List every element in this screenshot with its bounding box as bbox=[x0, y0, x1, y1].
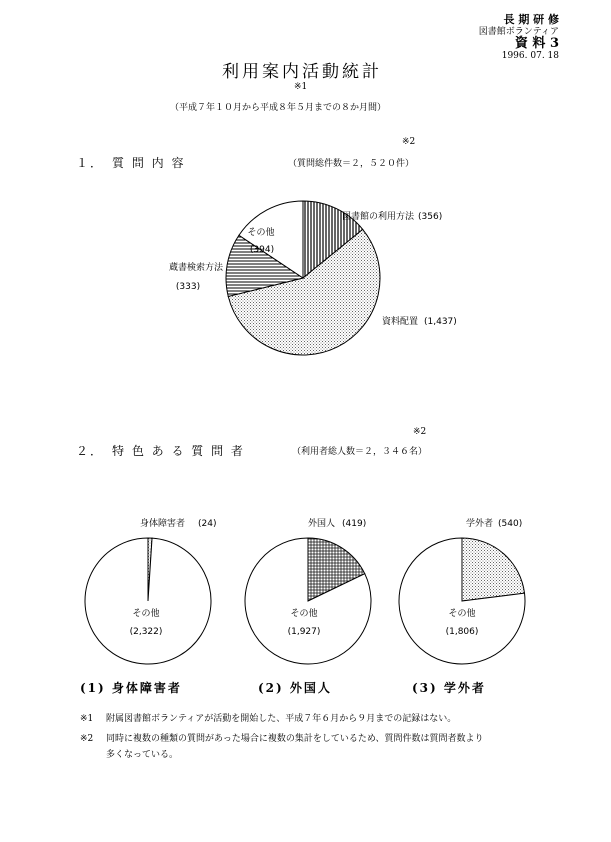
footnote-mark: ※2 bbox=[80, 734, 94, 744]
pie2-value-other: (2,322) bbox=[129, 627, 163, 637]
pie1-value-other: (394) bbox=[249, 245, 275, 255]
footnote-text: 多くなっている。 bbox=[106, 750, 179, 760]
header-line3: 資 料 3 bbox=[514, 36, 559, 51]
header-line2: 図書館ボランティア bbox=[478, 27, 559, 37]
pie2-label-disabled: 身体障害者 bbox=[140, 519, 186, 529]
section1-heading: １． 質 問 内 容 bbox=[76, 156, 186, 170]
section2-total: （利用者総人数＝２，３４６名） bbox=[292, 447, 428, 457]
doc-header bbox=[479, 14, 559, 62]
pie3-slices bbox=[245, 538, 371, 664]
pie1-label-catalog-search: 蔵書検索方法 bbox=[168, 263, 224, 273]
special-questioners-pie-charts bbox=[70, 505, 560, 705]
footnotes bbox=[80, 711, 484, 763]
question-content-pie-chart bbox=[130, 200, 490, 370]
pie3-value-other: (1,927) bbox=[287, 627, 321, 637]
pie1-label-material-location: 資料配置 bbox=[382, 317, 419, 327]
pie4-value-other: (1,806) bbox=[445, 627, 479, 637]
caption-disabled: (1) 身体障害者 bbox=[80, 681, 182, 695]
pie4-slices bbox=[399, 538, 525, 664]
pie3-value-foreigner: (419) bbox=[342, 519, 367, 529]
pie3-label-other: その他 bbox=[290, 609, 318, 619]
pie3-label-foreigner: 外国人 bbox=[308, 519, 336, 529]
pie4-label-outsider: 学外者 bbox=[466, 519, 494, 529]
pie1-label-library-use: 図書館の利用方法 bbox=[342, 212, 415, 222]
section1-total: （質問総件数＝２，５２０件） bbox=[288, 159, 415, 169]
pie1-value-library-use: (356) bbox=[418, 212, 443, 222]
pie4-label-other: その他 bbox=[448, 609, 476, 619]
pie1-slices bbox=[226, 201, 380, 355]
section1-note-mark: ※2 bbox=[402, 137, 416, 147]
period-text: （平成７年１０月から平成８年５月までの８か月間） bbox=[170, 103, 387, 113]
caption-foreigner: (2) 外国人 bbox=[258, 681, 332, 695]
header-line1: 長 期 研 修 bbox=[503, 13, 559, 26]
footnote-row bbox=[80, 711, 484, 727]
section2-heading: ２． 特 色 あ る 質 問 者 bbox=[76, 444, 245, 458]
title-note-mark: ※1 bbox=[294, 82, 308, 92]
footnote-row bbox=[80, 731, 484, 747]
pie2-value-disabled: (24) bbox=[198, 519, 217, 529]
pie2-label-other: その他 bbox=[132, 609, 160, 619]
pie4-slice-0 bbox=[462, 538, 525, 601]
footnote-text: 附属図書館ボランティアが活動を開始した、平成７年６月から９月までの記録はない。 bbox=[106, 714, 457, 724]
pie2-slices bbox=[85, 538, 211, 664]
pie1-value-catalog-search: (333) bbox=[175, 282, 201, 292]
pie2-slice-1 bbox=[85, 538, 211, 664]
header-date: 1996. 07. 18 bbox=[501, 51, 559, 61]
footnote-text: 同時に複数の種類の質問があった場合に複数の集計をしているため、質問件数は質問者数より bbox=[106, 734, 484, 744]
caption-outsider: (3) 学外者 bbox=[412, 681, 486, 695]
footnote-row bbox=[80, 747, 484, 763]
section2-note-mark: ※2 bbox=[413, 427, 427, 437]
footnote-mark: ※1 bbox=[80, 714, 94, 724]
pie1-label-other: その他 bbox=[247, 228, 275, 238]
page-title: 利用案内活動統計 bbox=[222, 62, 382, 82]
pie4-value-outsider: (540) bbox=[498, 519, 523, 529]
pie1-value-material-location: (1,437) bbox=[424, 317, 457, 327]
